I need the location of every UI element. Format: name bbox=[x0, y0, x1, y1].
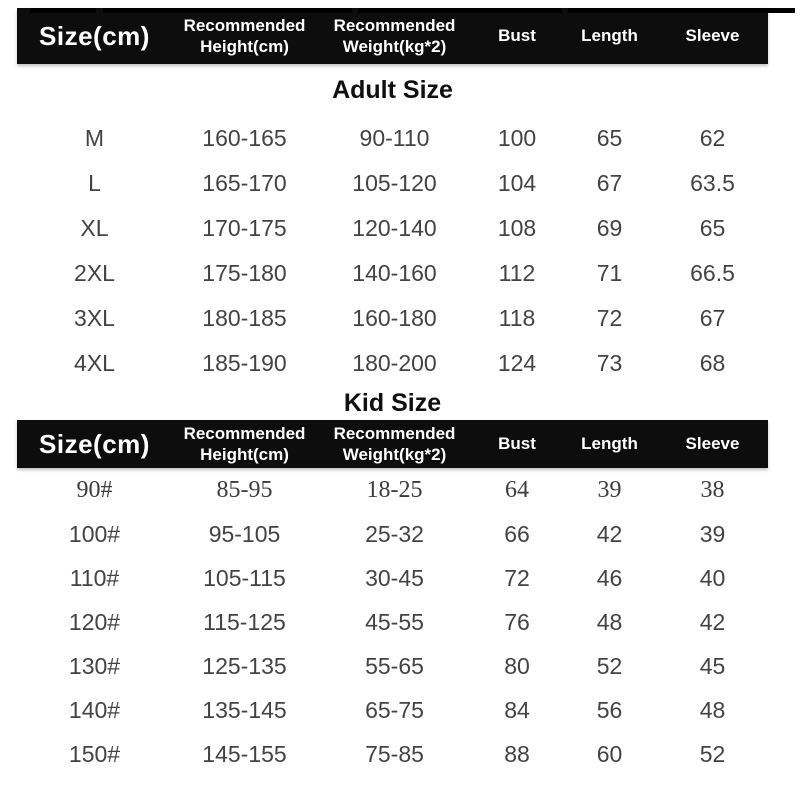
cell-length: 60 bbox=[596, 740, 623, 767]
adult-header-bust: Bust bbox=[472, 8, 562, 64]
cell-length: 65 bbox=[596, 125, 623, 151]
adult-header-height: Recommended Height(cm) bbox=[172, 8, 317, 64]
table-row bbox=[17, 468, 768, 512]
cell-weight: 180-200 bbox=[352, 350, 437, 376]
cell-height: 105-115 bbox=[203, 564, 286, 591]
cell-height: 180-185 bbox=[202, 305, 287, 331]
kid-table-header bbox=[17, 420, 768, 468]
cell-size: 4XL bbox=[74, 350, 115, 376]
table-row bbox=[17, 600, 768, 644]
cell-weight: 160-180 bbox=[352, 305, 437, 331]
cell-bust: 66 bbox=[504, 520, 530, 547]
cell-sleeve: 62 bbox=[699, 125, 726, 151]
table-row bbox=[17, 116, 768, 161]
cell-bust: 100 bbox=[497, 125, 537, 151]
cell-length: 39 bbox=[597, 476, 622, 503]
cell-sleeve: 63.5 bbox=[690, 170, 735, 196]
cell-length: 52 bbox=[596, 652, 623, 679]
cell-weight: 75-85 bbox=[365, 740, 424, 767]
cell-height: 160-165 bbox=[202, 125, 287, 151]
cell-bust: 72 bbox=[504, 564, 530, 591]
cell-sleeve: 48 bbox=[699, 696, 726, 723]
cell-sleeve: 66.5 bbox=[690, 260, 735, 286]
cell-weight: 105-120 bbox=[352, 170, 437, 196]
cell-length: 46 bbox=[596, 564, 623, 591]
cell-weight: 30-45 bbox=[365, 564, 424, 591]
table-row bbox=[17, 688, 768, 732]
cell-height: 170-175 bbox=[202, 215, 287, 241]
cell-weight: 45-55 bbox=[365, 608, 424, 635]
cell-length: 73 bbox=[596, 350, 623, 376]
cell-weight: 90-110 bbox=[359, 125, 430, 151]
cell-sleeve: 39 bbox=[699, 520, 726, 547]
cell-weight: 120-140 bbox=[352, 215, 437, 241]
cell-weight: 18-25 bbox=[366, 476, 423, 503]
cell-length: 69 bbox=[596, 215, 623, 241]
cell-length: 67 bbox=[596, 170, 623, 196]
cell-sleeve: 40 bbox=[699, 564, 726, 591]
cell-weight: 140-160 bbox=[352, 260, 437, 286]
kid-header-sleeve: Sleeve bbox=[657, 420, 768, 468]
cell-sleeve: 38 bbox=[700, 476, 725, 503]
cell-bust: 108 bbox=[497, 215, 537, 241]
cell-sleeve: 68 bbox=[699, 350, 726, 376]
cell-height: 185-190 bbox=[202, 350, 287, 376]
cell-bust: 112 bbox=[498, 260, 536, 286]
table-row bbox=[17, 341, 768, 386]
adult-size-table bbox=[17, 8, 768, 386]
adult-header-sleeve: Sleeve bbox=[657, 8, 768, 64]
kid-section-title: Kid Size bbox=[343, 389, 442, 417]
cell-height: 165-170 bbox=[202, 170, 287, 196]
header-row bbox=[17, 420, 768, 468]
header-row bbox=[17, 8, 768, 64]
cell-bust: 104 bbox=[497, 170, 537, 196]
cell-bust: 88 bbox=[504, 740, 530, 767]
adult-table-body bbox=[17, 64, 768, 386]
cell-size: 2XL bbox=[74, 260, 115, 286]
table-row bbox=[17, 206, 768, 251]
cell-height: 115-125 bbox=[203, 608, 286, 635]
cell-sleeve: 52 bbox=[699, 740, 726, 767]
table-row bbox=[17, 296, 768, 341]
adult-section-title: Adult Size bbox=[332, 75, 453, 104]
kid-header-length: Length bbox=[562, 420, 657, 468]
adult-header-length: Length bbox=[562, 8, 657, 64]
cell-length: 48 bbox=[596, 608, 623, 635]
cell-size: M bbox=[84, 125, 105, 151]
kid-header-weight: Recommended Weight(kg*2) bbox=[317, 420, 472, 468]
cell-bust: 118 bbox=[498, 305, 536, 331]
cell-bust: 76 bbox=[504, 608, 530, 635]
cell-height: 125-135 bbox=[202, 652, 287, 679]
kid-header-size: Size(cm) bbox=[17, 420, 172, 468]
table-row bbox=[17, 732, 768, 776]
table-row bbox=[17, 512, 768, 556]
kid-header-height: Recommended Height(cm) bbox=[172, 420, 317, 468]
cell-weight: 55-65 bbox=[365, 652, 424, 679]
cell-size: 150# bbox=[68, 740, 121, 767]
cell-size: 90# bbox=[76, 476, 113, 503]
adult-section-title-row bbox=[17, 64, 768, 116]
kid-table-body bbox=[17, 468, 768, 776]
cell-size: 140# bbox=[68, 696, 121, 723]
cell-size: 100# bbox=[68, 520, 121, 547]
cell-length: 56 bbox=[596, 696, 623, 723]
adult-header-size: Size(cm) bbox=[17, 8, 172, 64]
kid-size-table bbox=[17, 420, 768, 776]
adult-table-header bbox=[17, 8, 768, 64]
cell-weight: 65-75 bbox=[365, 696, 424, 723]
cell-bust: 64 bbox=[505, 476, 529, 503]
cell-sleeve: 45 bbox=[699, 652, 726, 679]
cell-height: 145-155 bbox=[202, 740, 287, 767]
cell-length: 71 bbox=[596, 260, 623, 286]
cell-height: 95-105 bbox=[208, 520, 281, 547]
cell-size: L bbox=[88, 170, 101, 196]
cell-size: 110# bbox=[69, 564, 120, 591]
cell-size: XL bbox=[80, 215, 109, 241]
cell-height: 85-95 bbox=[216, 476, 273, 503]
cell-sleeve: 42 bbox=[699, 608, 726, 635]
cell-size: 3XL bbox=[74, 305, 115, 331]
cell-bust: 124 bbox=[497, 350, 537, 376]
cell-weight: 25-32 bbox=[365, 520, 424, 547]
table-row bbox=[17, 556, 768, 600]
table-row bbox=[17, 251, 768, 296]
cell-length: 72 bbox=[596, 305, 623, 331]
cell-bust: 80 bbox=[504, 652, 530, 679]
cropped-top-strip bbox=[0, 8, 800, 13]
table-row bbox=[17, 161, 768, 206]
cell-bust: 84 bbox=[504, 696, 530, 723]
cell-sleeve: 65 bbox=[699, 215, 726, 241]
cell-height: 175-180 bbox=[202, 260, 287, 286]
table-row bbox=[17, 644, 768, 688]
cell-length: 42 bbox=[596, 520, 623, 547]
cell-size: 120# bbox=[68, 608, 121, 635]
cell-height: 135-145 bbox=[202, 696, 287, 723]
adult-header-weight: Recommended Weight(kg*2) bbox=[317, 8, 472, 64]
kid-header-bust: Bust bbox=[472, 420, 562, 468]
cell-size: 130# bbox=[68, 652, 121, 679]
cell-sleeve: 67 bbox=[699, 305, 726, 331]
